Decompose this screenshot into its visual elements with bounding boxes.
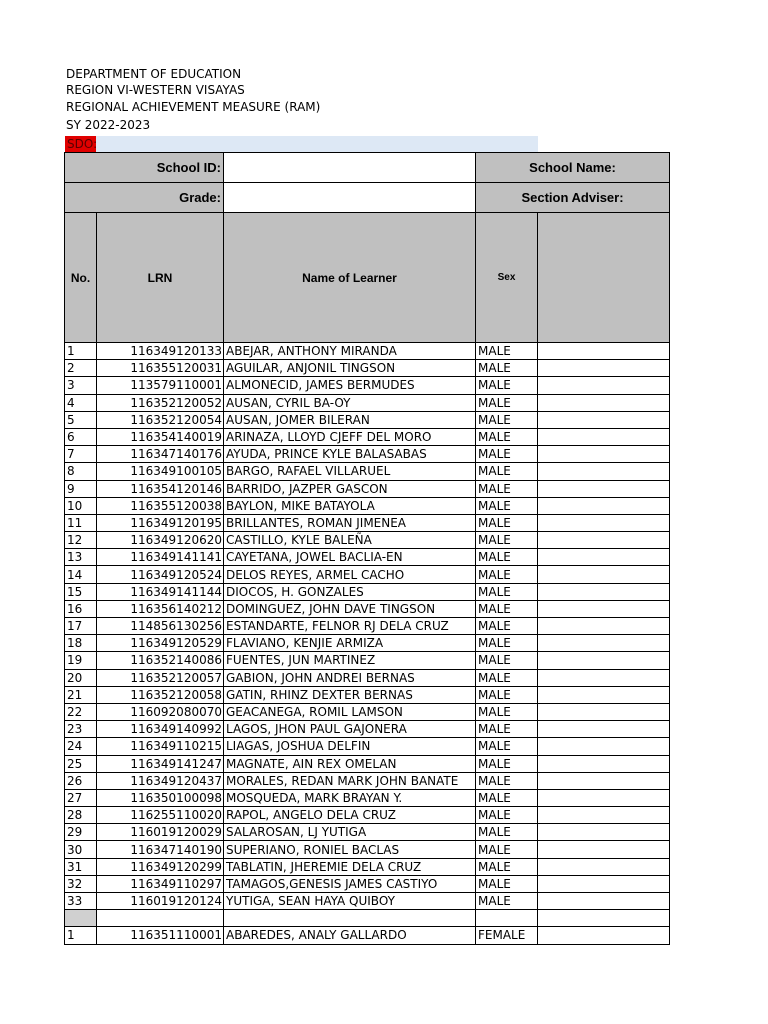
learner-extra[interactable] [538, 927, 670, 944]
learner-sex[interactable]: MALE [476, 789, 538, 806]
table-row [65, 497, 670, 514]
grade-label: Grade: [65, 183, 224, 213]
table-row [65, 583, 670, 600]
learner-extra[interactable] [538, 566, 670, 583]
learner-extra[interactable] [538, 772, 670, 789]
learner-name[interactable]: SALAROSAN, LJ YUTIGA [224, 824, 476, 841]
learner-lrn[interactable]: 116354120146 [97, 480, 224, 497]
learner-name[interactable]: ARINAZA, LLOYD CJEFF DEL MORO [224, 428, 476, 445]
learner-name[interactable]: BARRIDO, JAZPER GASCON [224, 480, 476, 497]
learner-name[interactable]: GATIN, RHINZ DEXTER BERNAS [224, 686, 476, 703]
learner-no[interactable]: 21 [65, 686, 97, 703]
learner-sex[interactable]: MALE [476, 532, 538, 549]
school-id-label: School ID: [65, 153, 224, 183]
col-blank-header [538, 213, 670, 343]
learner-lrn[interactable]: 116349141247 [97, 755, 224, 772]
learner-extra[interactable] [538, 394, 670, 411]
learner-sex[interactable]: MALE [476, 618, 538, 635]
learner-extra[interactable] [538, 893, 670, 910]
learner-lrn[interactable]: 116349120529 [97, 635, 224, 652]
learner-lrn[interactable]: 116352120052 [97, 394, 224, 411]
table-row [65, 893, 670, 910]
learner-lrn[interactable]: 116349110297 [97, 875, 224, 892]
learner-sex[interactable]: MALE [476, 807, 538, 824]
learner-lrn[interactable]: 116349120524 [97, 566, 224, 583]
separator-cell [224, 910, 476, 927]
learner-extra[interactable] [538, 858, 670, 875]
sdo-label: SDO: [67, 137, 98, 151]
learner-lrn[interactable]: 116349110215 [97, 738, 224, 755]
table-row [65, 618, 670, 635]
learner-extra[interactable] [538, 514, 670, 531]
table-row [65, 600, 670, 617]
table-row [65, 377, 670, 394]
learner-lrn[interactable]: 116019120029 [97, 824, 224, 841]
learner-lrn[interactable]: 116355120031 [97, 360, 224, 377]
learner-no[interactable]: 30 [65, 841, 97, 858]
learner-no[interactable]: 3 [65, 377, 97, 394]
learner-sex[interactable]: MALE [476, 721, 538, 738]
learner-extra[interactable] [538, 446, 670, 463]
learner-extra[interactable] [538, 703, 670, 720]
learner-no[interactable]: 1 [65, 927, 97, 944]
section-adviser-label: Section Adviser: [476, 183, 670, 213]
learner-no[interactable]: 13 [65, 549, 97, 566]
learner-sex[interactable]: MALE [476, 875, 538, 892]
learner-name[interactable]: CASTILLO, KYLE BALEÑA [224, 532, 476, 549]
table-row [65, 411, 670, 428]
learner-lrn[interactable]: 116354140019 [97, 428, 224, 445]
table-row [65, 789, 670, 806]
learner-lrn[interactable]: 116356140212 [97, 600, 224, 617]
table-row [65, 463, 670, 480]
column-header-row [65, 213, 670, 343]
table-row [65, 927, 670, 944]
learner-name[interactable]: BARGO, RAFAEL VILLARUEL [224, 463, 476, 480]
learner-name[interactable]: YUTIGA, SEAN HAYA QUIBOY [224, 893, 476, 910]
learner-sex[interactable]: MALE [476, 497, 538, 514]
region-title: REGION VI-WESTERN VISAYAS [66, 83, 245, 97]
learner-sex[interactable]: FEMALE [476, 927, 538, 944]
learner-name[interactable]: FLAVIANO, KENJIE ARMIZA [224, 635, 476, 652]
table-row [65, 549, 670, 566]
learner-no[interactable]: 18 [65, 635, 97, 652]
learner-no[interactable]: 25 [65, 755, 97, 772]
table-row [65, 428, 670, 445]
learner-lrn[interactable]: 116349120133 [97, 343, 224, 360]
learner-no[interactable]: 1 [65, 343, 97, 360]
learner-no[interactable]: 19 [65, 652, 97, 669]
learner-lrn[interactable]: 116352140086 [97, 652, 224, 669]
learner-no[interactable]: 6 [65, 428, 97, 445]
learner-sex[interactable]: MALE [476, 738, 538, 755]
learner-extra[interactable] [538, 549, 670, 566]
learner-sex[interactable]: MALE [476, 394, 538, 411]
col-name-header: Name of Learner [224, 213, 476, 343]
learner-no[interactable]: 16 [65, 600, 97, 617]
learner-extra[interactable] [538, 824, 670, 841]
learner-lrn[interactable]: 116349140992 [97, 721, 224, 738]
learner-lrn[interactable]: 116351110001 [97, 927, 224, 944]
learner-lrn[interactable]: 116349120437 [97, 772, 224, 789]
learner-lrn[interactable]: 116255110020 [97, 807, 224, 824]
learner-no[interactable]: 28 [65, 807, 97, 824]
table-row [65, 686, 670, 703]
table-row [65, 446, 670, 463]
learner-lrn[interactable]: 116349141144 [97, 583, 224, 600]
learner-lrn[interactable]: 116352120058 [97, 686, 224, 703]
learner-extra[interactable] [538, 738, 670, 755]
learner-extra[interactable] [538, 480, 670, 497]
learner-extra[interactable] [538, 463, 670, 480]
learner-lrn[interactable]: 114856130256 [97, 618, 224, 635]
learner-no[interactable]: 26 [65, 772, 97, 789]
learner-extra[interactable] [538, 875, 670, 892]
learner-lrn[interactable]: 116349120620 [97, 532, 224, 549]
separator-cell [476, 910, 538, 927]
separator-cell [97, 910, 224, 927]
learner-sex[interactable]: MALE [476, 703, 538, 720]
col-sex-header: Sex [476, 213, 538, 343]
learner-no[interactable]: 14 [65, 566, 97, 583]
learner-extra[interactable] [538, 411, 670, 428]
ram-title: REGIONAL ACHIEVEMENT MEASURE (RAM) [66, 100, 321, 114]
learner-extra[interactable] [538, 618, 670, 635]
learner-name[interactable]: AGUILAR, ANJONIL TINGSON [224, 360, 476, 377]
school-id-field[interactable] [224, 153, 476, 183]
table-row [65, 772, 670, 789]
table-row [65, 360, 670, 377]
school-name-label: School Name: [476, 153, 670, 183]
learner-sex[interactable]: MALE [476, 377, 538, 394]
table-row [65, 824, 670, 841]
learner-sex[interactable]: MALE [476, 600, 538, 617]
table-row [65, 755, 670, 772]
school-info-row [65, 153, 670, 183]
learner-lrn[interactable]: 116092080070 [97, 703, 224, 720]
learner-extra[interactable] [538, 652, 670, 669]
table-row [65, 858, 670, 875]
learner-no[interactable]: 2 [65, 360, 97, 377]
learner-name[interactable]: GABION, JOHN ANDREI BERNAS [224, 669, 476, 686]
learner-extra[interactable] [538, 497, 670, 514]
learner-name[interactable]: AYUDA, PRINCE KYLE BALASABAS [224, 446, 476, 463]
learner-name[interactable]: CAYETANA, JOWEL BACLIA-EN [224, 549, 476, 566]
learner-sex[interactable]: MALE [476, 480, 538, 497]
table-row [65, 807, 670, 824]
learner-lrn[interactable]: 116019120124 [97, 893, 224, 910]
learner-sex[interactable]: MALE [476, 549, 538, 566]
learner-no[interactable]: 4 [65, 394, 97, 411]
learner-no[interactable]: 10 [65, 497, 97, 514]
learner-sex[interactable]: MALE [476, 635, 538, 652]
learner-no[interactable]: 8 [65, 463, 97, 480]
learner-no[interactable]: 20 [65, 669, 97, 686]
learner-lrn[interactable]: 116349141141 [97, 549, 224, 566]
learner-name[interactable]: BRILLANTES, ROMAN JIMENEA [224, 514, 476, 531]
learner-name[interactable]: ABAREDES, ANALY GALLARDO [224, 927, 476, 944]
learner-sex[interactable]: MALE [476, 669, 538, 686]
learner-extra[interactable] [538, 841, 670, 858]
learner-name[interactable]: LAGOS, JHON PAUL GAJONERA [224, 721, 476, 738]
learner-lrn[interactable]: 116347140176 [97, 446, 224, 463]
table-row [65, 343, 670, 360]
learner-lrn[interactable]: 116350100098 [97, 789, 224, 806]
learner-extra[interactable] [538, 669, 670, 686]
learner-no[interactable]: 23 [65, 721, 97, 738]
learner-name[interactable]: AUSAN, JOMER BILERAN [224, 411, 476, 428]
table-row [65, 652, 670, 669]
learner-no[interactable]: 33 [65, 893, 97, 910]
learner-sex[interactable]: MALE [476, 583, 538, 600]
learner-sex[interactable]: MALE [476, 841, 538, 858]
learner-no[interactable]: 24 [65, 738, 97, 755]
learner-no[interactable]: 32 [65, 875, 97, 892]
learner-extra[interactable] [538, 600, 670, 617]
learner-name[interactable]: LIAGAS, JOSHUA DELFIN [224, 738, 476, 755]
table-row [65, 532, 670, 549]
learner-lrn[interactable]: 116347140190 [97, 841, 224, 858]
learner-lrn[interactable]: 113579110001 [97, 377, 224, 394]
learner-name[interactable]: GEACANEGA, ROMIL LAMSON [224, 703, 476, 720]
learner-no[interactable]: 17 [65, 618, 97, 635]
table-row [65, 721, 670, 738]
learner-extra[interactable] [538, 807, 670, 824]
learner-name[interactable]: BAYLON, MIKE BATAYOLA [224, 497, 476, 514]
separator-cell [65, 910, 97, 927]
learner-no[interactable]: 29 [65, 824, 97, 841]
table-row [65, 703, 670, 720]
learner-sex[interactable]: MALE [476, 463, 538, 480]
table-row [65, 514, 670, 531]
learner-sex[interactable]: MALE [476, 360, 538, 377]
table-row [65, 669, 670, 686]
learner-extra[interactable] [538, 686, 670, 703]
dept-title: DEPARTMENT OF EDUCATION [66, 67, 242, 81]
sdo-row[interactable] [65, 136, 538, 152]
table-row [65, 738, 670, 755]
table-row [65, 875, 670, 892]
learner-sex[interactable]: MALE [476, 428, 538, 445]
learner-extra[interactable] [538, 755, 670, 772]
learner-lrn[interactable]: 116352120054 [97, 411, 224, 428]
learner-sex[interactable]: MALE [476, 772, 538, 789]
learner-name[interactable]: FUENTES, JUN MARTINEZ [224, 652, 476, 669]
learner-sex[interactable]: MALE [476, 514, 538, 531]
learner-name[interactable]: DOMINGUEZ, JOHN DAVE TINGSON [224, 600, 476, 617]
learner-extra[interactable] [538, 343, 670, 360]
learner-extra[interactable] [538, 583, 670, 600]
separator-cell [538, 910, 670, 927]
learner-name[interactable]: ALMONECID, JAMES BERMUDES [224, 377, 476, 394]
group-separator-row [65, 910, 670, 927]
learner-sex[interactable]: MALE [476, 858, 538, 875]
learner-extra[interactable] [538, 721, 670, 738]
learner-sex[interactable]: MALE [476, 411, 538, 428]
learner-lrn[interactable]: 116349100105 [97, 463, 224, 480]
learner-sex[interactable]: MALE [476, 652, 538, 669]
table-row [65, 566, 670, 583]
grade-field[interactable] [224, 183, 476, 213]
learner-no[interactable]: 31 [65, 858, 97, 875]
learner-extra[interactable] [538, 635, 670, 652]
learner-extra[interactable] [538, 789, 670, 806]
learner-name[interactable]: ESTANDARTE, FELNOR RJ DELA CRUZ [224, 618, 476, 635]
learner-no[interactable]: 15 [65, 583, 97, 600]
learner-no[interactable]: 9 [65, 480, 97, 497]
learner-name[interactable]: AUSAN, CYRIL BA-OY [224, 394, 476, 411]
learner-no[interactable]: 11 [65, 514, 97, 531]
learner-sex[interactable]: MALE [476, 446, 538, 463]
learner-name[interactable]: MAGNATE, AIN REX OMELAN [224, 755, 476, 772]
learner-name[interactable]: DELOS REYES, ARMEL CACHO [224, 566, 476, 583]
learner-extra[interactable] [538, 377, 670, 394]
grade-info-row [65, 183, 670, 213]
learner-name[interactable]: TABLATIN, JHEREMIE DELA CRUZ [224, 858, 476, 875]
learner-no[interactable]: 7 [65, 446, 97, 463]
learner-lrn[interactable]: 116352120057 [97, 669, 224, 686]
col-no-header: No. [65, 213, 97, 343]
learner-sex[interactable]: MALE [476, 686, 538, 703]
learner-extra[interactable] [538, 532, 670, 549]
table-row [65, 480, 670, 497]
learner-no[interactable]: 5 [65, 411, 97, 428]
learner-sex[interactable]: MALE [476, 343, 538, 360]
learner-name[interactable]: ABEJAR, ANTHONY MIRANDA [224, 343, 476, 360]
learner-sex[interactable]: MALE [476, 566, 538, 583]
learner-lrn[interactable]: 116349120195 [97, 514, 224, 531]
learner-extra[interactable] [538, 428, 670, 445]
learner-name[interactable]: SUPERIANO, RONIEL BACLAS [224, 841, 476, 858]
learner-name[interactable]: MORALES, REDAN MARK JOHN BANATE [224, 772, 476, 789]
school-year: SY 2022-2023 [66, 118, 151, 132]
col-lrn-header: LRN [97, 213, 224, 343]
table-row [65, 841, 670, 858]
learner-sex[interactable]: MALE [476, 893, 538, 910]
learner-no[interactable]: 22 [65, 703, 97, 720]
learner-name[interactable]: DIOCOS, H. GONZALES [224, 583, 476, 600]
learner-name[interactable]: TAMAGOS,GENESIS JAMES CASTIYO [224, 875, 476, 892]
learner-no[interactable]: 12 [65, 532, 97, 549]
learner-lrn[interactable]: 116355120038 [97, 497, 224, 514]
learner-sex[interactable]: MALE [476, 824, 538, 841]
learner-extra[interactable] [538, 360, 670, 377]
learner-name[interactable]: RAPOL, ANGELO DELA CRUZ [224, 807, 476, 824]
learner-lrn[interactable]: 116349120299 [97, 858, 224, 875]
table-row [65, 635, 670, 652]
learner-name[interactable]: MOSQUEDA, MARK BRAYAN Y. [224, 789, 476, 806]
learner-sex[interactable]: MALE [476, 755, 538, 772]
learner-sheet [64, 152, 670, 945]
table-row [65, 394, 670, 411]
learner-no[interactable]: 27 [65, 789, 97, 806]
